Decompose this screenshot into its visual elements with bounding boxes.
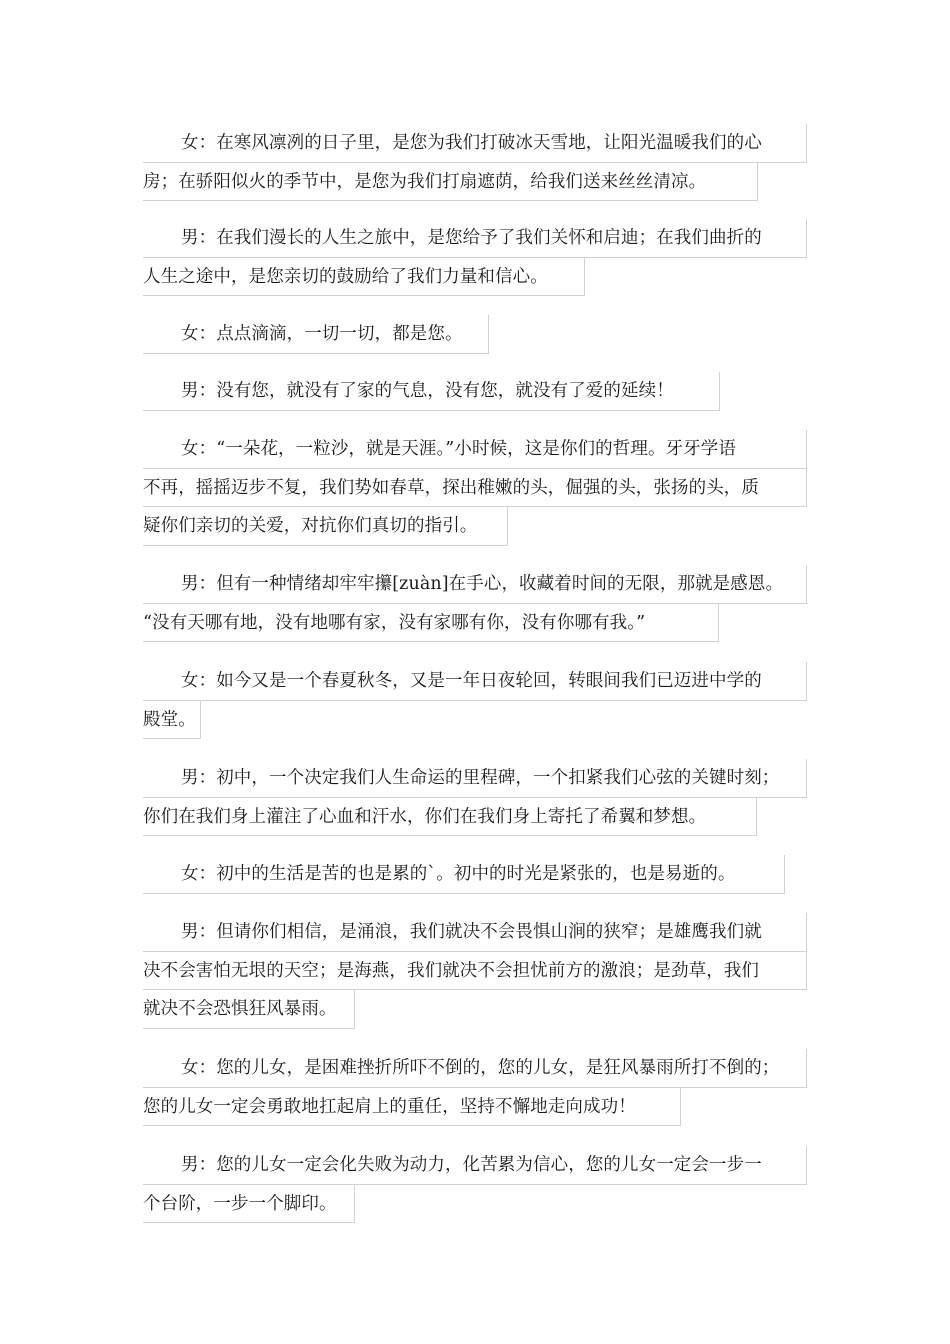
paragraph-line: 男：但有一种情绪却牢牢攥[zuàn]在手心，收藏着时间的无限，那就是感恩。: [143, 565, 807, 604]
paragraph-1: [143, 124, 807, 201]
paragraph-line: 女：在寒风凛冽的日子里，是您为我们打破冰天雪地，让阳光温暖我们的心: [143, 124, 807, 163]
paragraph-11: [143, 1049, 807, 1126]
paragraph-line: 人生之途中，是您亲切的鼓励给了我们力量和信心。: [143, 258, 585, 297]
paragraph-line: 男：但请你们相信，是涌浪，我们就决不会畏惧山涧的狭窄；是雄鹰我们就: [143, 913, 807, 952]
paragraph-line: “没有天哪有地，没有地哪有家，没有家哪有你，没有你哪有我。”: [143, 604, 719, 643]
paragraph-line: 女：您的儿女，是困难挫折所吓不倒的，您的儿女，是狂风暴雨所打不倒的；: [143, 1049, 807, 1088]
paragraph-line: 殿堂。: [143, 701, 201, 740]
paragraph-line: 您的儿女一定会勇敢地扛起肩上的重任，坚持不懈地走向成功！: [143, 1088, 681, 1127]
paragraph-line: 不再，摇摇迈步不复，我们势如春草，探出稚嫩的头，倔强的头，张扬的头，质: [143, 469, 807, 508]
paragraph-line: 男：您的儿女一定会化失败为动力，化苦累为信心，您的儿女一定会一步一: [143, 1146, 807, 1185]
paragraph-line: 房；在骄阳似火的季节中，是您为我们打扇遮荫，给我们送来丝丝清凉。: [143, 163, 758, 202]
paragraph-8: [143, 759, 807, 836]
paragraph-7: [143, 662, 807, 739]
paragraph-3: [143, 315, 807, 354]
paragraph-12: [143, 1146, 807, 1223]
paragraph-2: [143, 219, 807, 296]
paragraph-line: 男：在我们漫长的人生之旅中，是您给予了我们关怀和启迪；在我们曲折的: [143, 219, 807, 258]
paragraph-9: [143, 855, 807, 894]
paragraph-line: 男：没有您，就没有了家的气息，没有您，就没有了爱的延续！: [143, 372, 720, 411]
paragraph-line: 男：初中，一个决定我们人生命运的里程碑，一个扣紧我们心弦的关键时刻；: [143, 759, 807, 798]
paragraph-line: 决不会害怕无垠的天空；是海燕，我们就决不会担忧前方的激浪；是劲草，我们: [143, 952, 807, 991]
paragraph-6: [143, 565, 807, 642]
paragraph-5: [143, 430, 807, 546]
paragraph-line: 你们在我们身上灌注了心血和汗水，你们在我们身上寄托了希翼和梦想。: [143, 798, 757, 837]
paragraph-line: 女：点点滴滴，一切一切，都是您。: [143, 315, 489, 354]
paragraph-line: 疑你们亲切的关爱，对抗你们真切的指引。: [143, 507, 508, 546]
paragraph-line: 就决不会恐惧狂风暴雨。: [143, 990, 355, 1029]
paragraph-line: 女：初中的生活是苦的也是累的`。初中的时光是紧张的，也是易逝的。: [143, 855, 785, 894]
paragraph-line: 女：如今又是一个春夏秋冬，又是一年日夜轮回，转眼间我们已迈进中学的: [143, 662, 807, 701]
paragraph-10: [143, 913, 807, 1029]
paragraph-line: 女：“一朵花，一粒沙，就是天涯。”小时候，这是你们的哲理。牙牙学语: [143, 430, 807, 469]
paragraph-line: 个台阶，一步一个脚印。: [143, 1185, 355, 1224]
paragraph-4: [143, 372, 807, 411]
